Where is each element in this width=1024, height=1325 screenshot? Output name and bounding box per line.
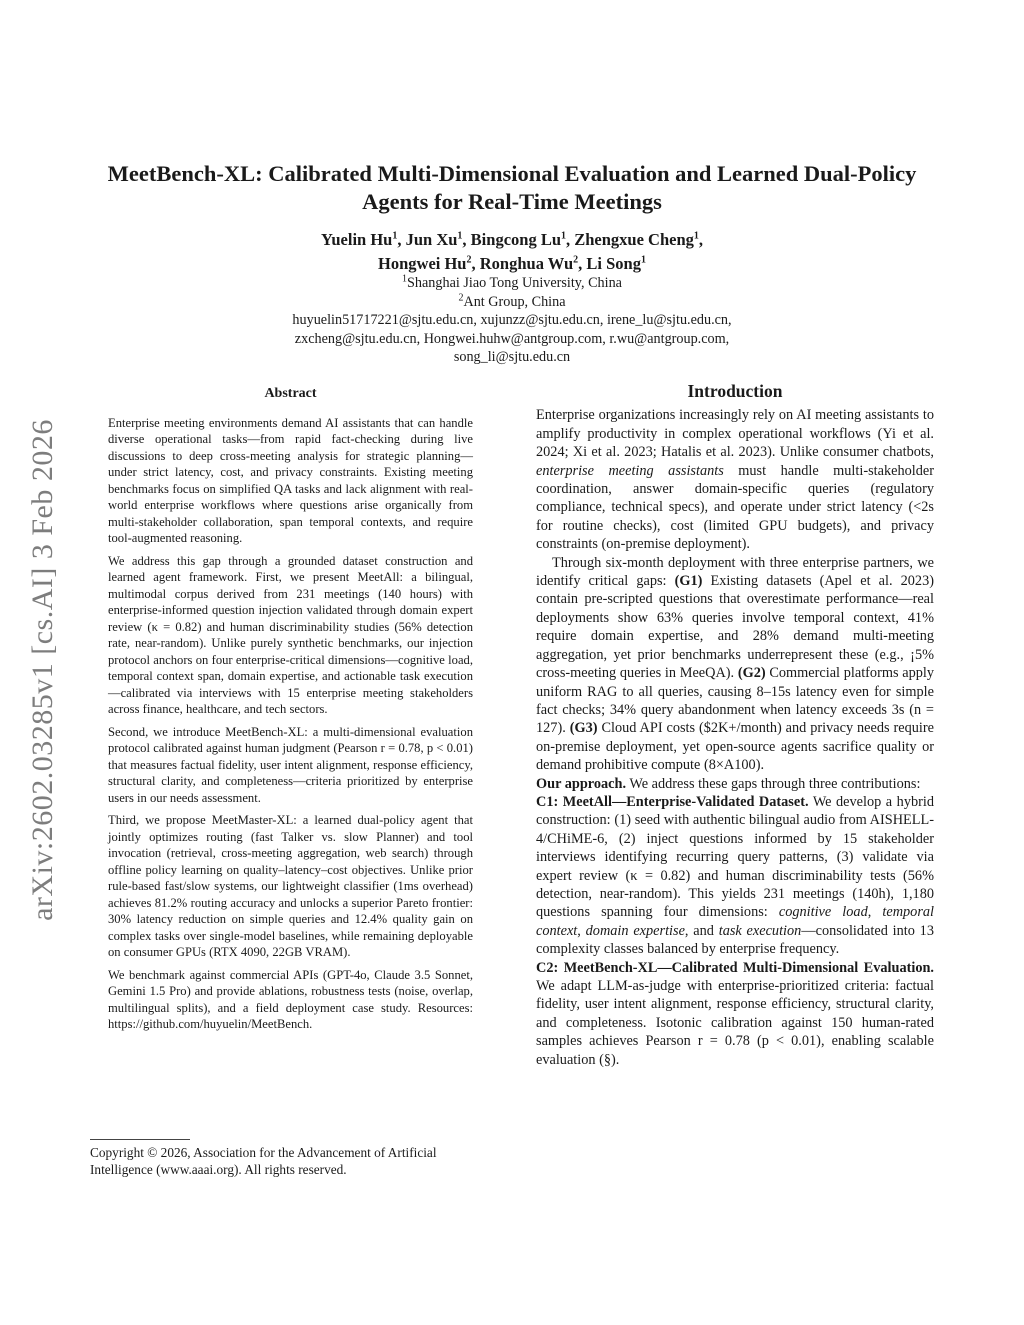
email-line: huyuelin51717221@sjtu.edu.cn, xujunzz@sjtu.edu.cn, irene_lu@sjtu.edu.cn, [292, 312, 732, 328]
abstract-paragraph: Enterprise meeting environments demand AI assistants that can handle diverse operational tasks—from rapid fact-checking during live discussions to deep cross-meeting analysis for strategic planning—under strict latency, cost, and privacy constraints. Existing meeting benchmarks focus on simplified QA tasks and lack alignment with real-world enterprise workflows where questions arise organically from multi-stakeholder collaboration, span temporal contexts, and require tool-augmented reasoning. [108, 415, 473, 545]
introduction-heading: Introduction [687, 381, 783, 401]
author: Li Song$^1$ [586, 254, 646, 273]
introduction-column [536, 382, 934, 1069]
abstract-paragraph: Third, we propose MeetMaster-XL: a learned dual-policy agent that jointly optimizes routing (fast Talker vs. slow Planner) and tool invocation (retrieval, cross-meeting aggregation, web search) through offline policy learning on quality–latency–cost objectives. Unlike prior rule-based fast/slow systems, our lightweight classifier (1ms overhead) achieves 81.2% routing accuracy and unlocks a superior Pareto frontier: 30% latency reduction on simple queries and 12.4% quality gain on complex tasks over single-model baselines, while remaining deployable on consumer GPUs (RTX 4090, 22GB VRAM). [108, 813, 473, 959]
author: Yuelin Hu$^1$, [320, 230, 406, 249]
our-approach-paragraph: Our approach. We address these gaps through three contributions: [536, 775, 921, 792]
author: Bingcong Lu$^1$, [470, 230, 575, 249]
author: Zhengxue Cheng$^1$, [574, 230, 704, 249]
author: Hongwei Hu$^2$, [378, 254, 480, 273]
intro-paragraph-2: Through six-month deployment with three enterprise partners, we identify critical gaps: (G1) Existing datasets (Apel et al. 2023) contain pre-scripted questions that overestimate performance—real deployments show 63% queries involve temporal context, 41% require domain expertise, and 28% demand multi-meeting aggregation, yet prior benchmarks underrepresent these (e.g., ¡5% cross-meeting queries in MeeQA). (G2) Commercial platforms apply uniform RAG to all queries, causing 8–15s latency even for simple fact checks; 34% query abandonment when latency exceeds 3s (n = 127). (G3) Cloud API costs ($2K+/month) and privacy needs require on-premise deployment, yet open-source agents sacrifice quality or demand prohibitive compute (8×A100). [536, 554, 935, 774]
copyright-notice: Copyright © 2026, Association for the Advancement of Artificial Intelligence (www.aaai.org). All rights reserved. [90, 1145, 437, 1177]
paper-title: MeetBench-XL: Calibrated Multi-Dimensional Evaluation and Learned Dual-Policy Agents for Real-Time Meetings [107, 161, 917, 214]
email-line: zxcheng@sjtu.edu.cn, Hongwei.huhw@antgroup.com, r.wu@antgroup.com, [294, 330, 730, 347]
arxiv-label: arXiv:2602.03285v1 [cs.AI] 3 Feb 2026 [26, 419, 59, 921]
arxiv-identifier [0, 390, 86, 950]
abstract-heading: Abstract [264, 386, 317, 401]
abstract-paragraph: We benchmark against commercial APIs (GPT-4o, Claude 3.5 Sonnet, Gemini 1.5 Pro) and provide ablations, robustness tests (noise, overlap, multilingual splits), and a field deployment case study. Resources: https://github.com/huyuelin/MeetBench. [108, 967, 473, 1031]
affiliation: $^2$Ant Group, China [458, 291, 566, 310]
affiliations [100, 274, 924, 367]
intro-paragraph-1: Enterprise organizations increasingly rely on AI meeting assistants to amplify productivity in complex operational workflows (Yi et al. 2024; Xi et al. 2023; Hatalis et al. 2023). Unlike consumer chatbots, enterprise meeting assistants must handle multi-stakeholder coordination, answer domain-specific queries (regulatory compliance, technical specs), and operate under strict latency (<2s for routine checks), cost (limited GPU budgets), and privacy constraints (on-premise deployment). [536, 407, 935, 553]
abstract-paragraph: We address this gap through a grounded dataset construction and learned agent framework. First, we present MeetAll: a bilingual, multimodal corpus derived from 231 meetings (140 hours) with enterprise-informed question injection validated through domain expert review (κ = 0.82) and human discriminability studies (56% detection rate, near-random). Unlike purely synthetic benchmarks, our injection protocol anchors on four enterprise-critical dimensions—cognitive load, temporal context span, domain expertise, and actionable task execution—calibrated via interviews with 15 enterprise meeting stakeholders across finance, healthcare, and tech sectors. [108, 553, 473, 716]
author-list [100, 228, 924, 276]
author: Jun Xu$^1$, [405, 230, 471, 249]
contribution-c2: C2: MeetBench-XL—Calibrated Multi-Dimensional Evaluation. We adapt LLM-as-judge with enterprise-prioritized criteria: factual fidelity, user intent alignment, response efficiency, structural clarity, and completeness. Isotonic calibration against 150 human-rated samples achieves Pearson r = 0.78 (p < 0.01), enabling scalable evaluation (§). [536, 959, 934, 1068]
email-line: song_li@sjtu.edu.cn [453, 349, 571, 365]
affiliation: $^1$Shanghai Jiao Tong University, China [402, 273, 622, 291]
abstract-paragraph: Second, we introduce MeetBench-XL: a multi-dimensional evaluation protocol calibrated against human judgment (Pearson r = 0.78, p < 0.01) that measures factual fidelity, user intent alignment, response efficiency, structural clarity, and completeness—criteria prioritized by enterprise users in our needs assessment. [108, 724, 473, 805]
footnote-rule [90, 1139, 190, 1140]
author: Ronghua Wu$^2$, [479, 254, 587, 273]
abstract-column [108, 382, 473, 1039]
contribution-c1: C1: MeetAll—Enterprise-Validated Dataset. We develop a hybrid construction: (1) seed with authentic bilingual audio from AISHELL-4/CHiME-6, (2) inject questions informed by 15 stakeholder interviews identifying recurring query patterns, (3) validate via expert review (κ = 0.82) and human discriminability tests (56% detection, near-random). This yields 231 meetings (140h), 1,180 questions spanning four dimensions: cognitive load, temporal context, domain expertise, and task execution—consolidated into 13 complexity classes balanced by enterprise frequency. [536, 793, 935, 958]
